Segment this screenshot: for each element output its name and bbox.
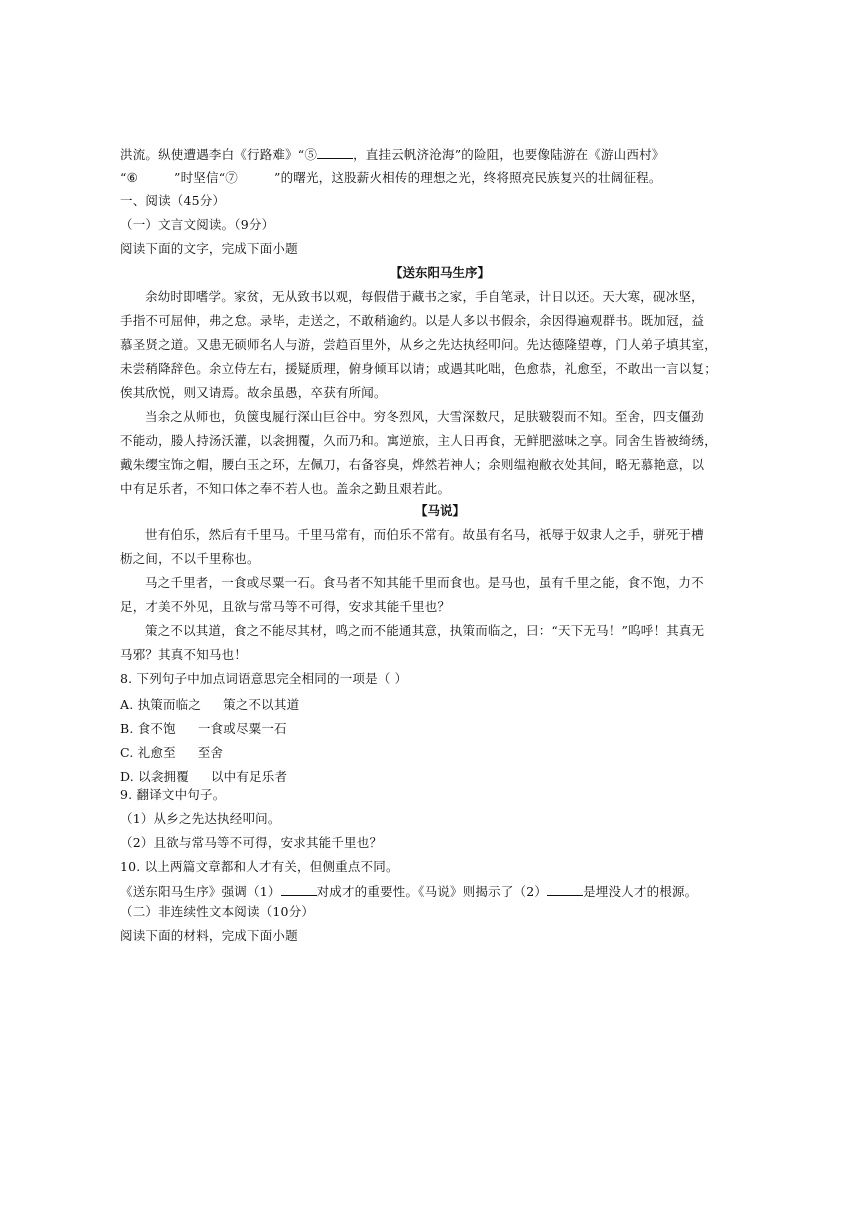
passage-1-line: 中有足乐者，不知口体之奉不若人也。盖余之勤且艰若此。	[120, 481, 451, 496]
question-8-option-d[interactable]	[120, 769, 760, 785]
option-text: B. 食不饱	[120, 721, 176, 736]
question-8-option-b[interactable]	[120, 721, 760, 737]
section-heading-reading: 一、阅读（45分）	[120, 193, 226, 208]
passage-1-title: 【送东阳马生序】	[389, 265, 490, 280]
answer-blank-5[interactable]	[317, 146, 353, 159]
subsection-heading-classical: （一）文言文阅读。（9分）	[120, 217, 275, 232]
intro-text: ”的曙光，这股薪火相传的理想之光，终将照亮民族复兴的壮阔征程。	[273, 170, 662, 185]
passage-1-line: 当余之从师也，负箧曳屣行深山巨谷中。穷冬烈风，大雪深数尺，足肤皲裂而不知。至舍，四支僵劲	[145, 409, 704, 424]
intro-text: ”时坚信“⑦	[174, 170, 238, 185]
passage-1-line: 未尝稍降辞色。余立侍左右，援疑质理，俯身倾耳以请；或遇其叱咄，色愈恭，礼愈至，不敢出一言以复；	[120, 361, 717, 376]
passage-2-line: 足，才美不外见，且欲与常马等不可得，安求其能千里也？	[120, 599, 451, 614]
passage-2-title: 【马说】	[414, 503, 465, 518]
passage-2-line: 马邪？其真不知马也！	[120, 647, 248, 662]
option-text: C. 礼愈至	[120, 745, 176, 760]
question-9-item-1: （1）从乡之先达执经叩问。	[120, 811, 281, 826]
question-9-item-2: （2）且欲与常马等不可得，安求其能千里也？	[120, 835, 383, 850]
passage-1-line: 戴朱缨宝饰之帽，腰白玉之环，左佩刀，右备容臭，烨然若神人；余则缊袍敝衣处其间，略无慕艳意，以	[120, 457, 705, 472]
q10-text: 《送东阳马生序》强调（1）	[120, 884, 281, 899]
question-8-stem: 8. 下列句子中加点词语意思完全相同的一项是（ ）	[120, 671, 408, 686]
passage-2-line: 枥之间，不以千里称也。	[120, 551, 260, 566]
answer-blank-q10-2[interactable]	[547, 883, 583, 896]
option-text: A. 执策而临之	[120, 697, 202, 712]
question-10-stem: 10. 以上两篇文章都和人才有关，但侧重点不同。	[120, 859, 399, 874]
option-text: D. 以衾拥覆	[120, 769, 189, 784]
option-text: 策之不以其道	[223, 697, 300, 712]
question-8-option-a[interactable]	[120, 697, 760, 713]
instruction-1: 阅读下面的文字，完成下面小题	[120, 241, 298, 256]
question-8-option-c[interactable]	[120, 745, 760, 761]
passage-2-line: 策之不以其道，食之不能尽其材，鸣之而不能通其意，执策而临之，曰：“天下无马！”呜呼！其真无	[145, 623, 705, 638]
intro-line-1	[120, 146, 760, 163]
option-text: 至舍	[197, 745, 224, 760]
passage-1-line: 不能动，媵人持汤沃灌，以衾拥覆，久而乃和。寓逆旅，主人日再食，无鲜肥滋味之享。同舍生皆被绮绣，	[120, 433, 717, 448]
intro-text: 洪流。纵使遭遇李白《行路难》“⑤	[120, 147, 318, 162]
question-10-line	[120, 883, 760, 900]
intro-text: ，直挂云帆济沧海”的险阻，也要像陆游在《游山西村》	[353, 147, 665, 162]
passage-2-line: 世有伯乐，然后有千里马。千里马常有，而伯乐不常有。故虽有名马，祇辱于奴隶人之手，骈死于槽	[145, 527, 704, 542]
subsection-heading-nonlinear: （二）非连续性文本阅读（10分）	[120, 904, 315, 919]
instruction-2: 阅读下面的材料，完成下面小题	[120, 928, 298, 943]
option-text: 以中有足乐者	[210, 769, 288, 784]
q10-text: 对成才的重要性。《马说》则揭示了（2）	[316, 884, 548, 899]
passage-1-line: 俟其欣悦，则又请焉。故余虽愚，卒获有所闻。	[120, 385, 387, 400]
intro-line-2	[120, 170, 760, 186]
answer-blank-q10-1[interactable]	[281, 883, 317, 896]
option-text: 一食或尽粟一石	[197, 721, 287, 736]
intro-text: “⑥	[120, 170, 138, 185]
passage-1-line: 手指不可屈伸，弗之怠。录毕，走送之，不敢稍逾约。以是人多以书假余，余因得遍观群书。既加冠，益	[120, 313, 705, 328]
passage-1-line: 慕圣贤之道。又患无硕师名人与游，尝趋百里外，从乡之先达执经叩问。先达德隆望尊，门人弟子填其室，	[120, 337, 717, 352]
passage-1-line: 余幼时即嗜学。家贫，无从致书以观，每假借于藏书之家，手自笔录，计日以还。天大寒，砚冰坚，	[145, 289, 704, 304]
passage-2-line: 马之千里者，一食或尽粟一石。食马者不知其能千里而食也。是马也，虽有千里之能，食不饱，力不	[145, 575, 704, 590]
question-9-stem: 9. 翻译文中句子。	[120, 787, 226, 802]
q10-text: 是埋没人才的根源。	[583, 884, 698, 899]
